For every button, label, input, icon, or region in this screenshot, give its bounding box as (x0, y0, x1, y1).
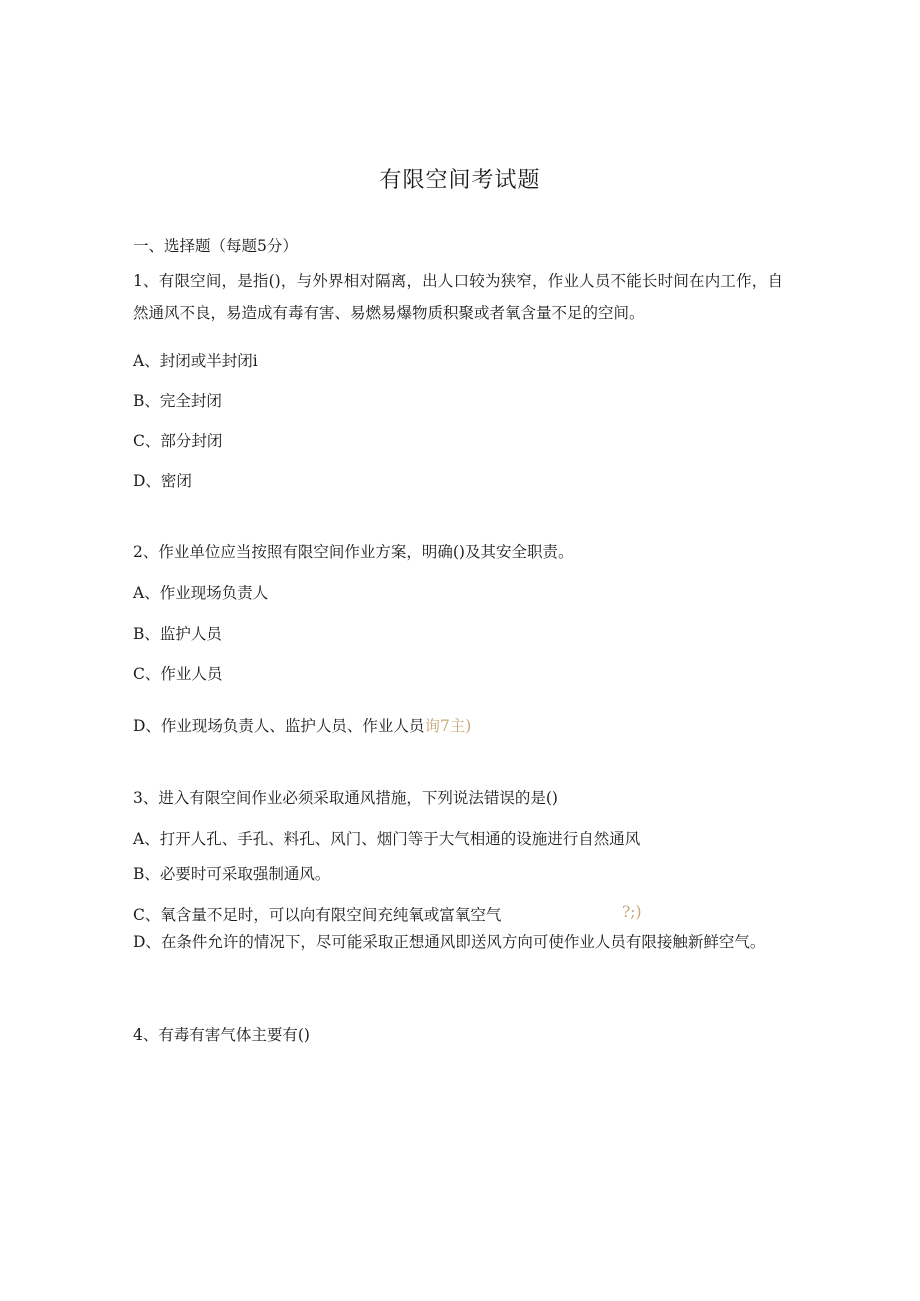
question-3-option-d: D、在条件允许的情况下，尽可能采取正想通风即送风方向可使作业人员有限接触新鲜空气。 (133, 933, 766, 951)
question-2-option-b: B、监护人员 (133, 625, 222, 643)
question-1-option-a: A、封闭或半封闭i (133, 352, 258, 370)
page-title: 有限空间考试题 (379, 168, 541, 193)
question-3-option-a: A、打开人孔、手孔、料孔、风门、烟门等于大气相通的设施进行自然通风 (133, 830, 641, 848)
question-2-option-c: C、作业人员 (133, 665, 223, 683)
question-4-stem: 4、有毒有害气体主要有() (133, 1026, 310, 1044)
question-2-stem: 2、作业单位应当按照有限空间作业方案，明确()及其安全职责。 (133, 543, 574, 561)
question-2-option-a: A、作业现场负责人 (133, 584, 269, 602)
question-1-stem: 1、有限空间，是指()，与外界相对隔离，出人口较为狭窄，作业人员不能长时间在内工作，自然通风不良，易造成有毒有害、易燃易爆物质积聚或者氧含量不足的空间。 (133, 272, 783, 322)
question-3-annotation: ?;) (622, 903, 642, 921)
question-3-option-b: B、必要时可采取强制通风。 (133, 865, 331, 883)
question-1-option-c: C、部分封闭 (133, 432, 223, 450)
question-2-option-d: D、作业现场负责人、监护人员、作业人员 (133, 717, 425, 735)
section-heading: 一、选择题（每题5分） (133, 237, 298, 255)
question-2-option-d-line (133, 714, 471, 736)
question-2-annotation: 询7主) (424, 717, 472, 735)
question-3-option-c: C、氧含量不足时，可以向有限空间充纯氧或富氧空气 (133, 906, 502, 924)
question-3-stem: 3、进入有限空间作业必须采取通风措施，下列说法错误的是() (133, 789, 558, 807)
question-1-option-d: D、密闭 (133, 472, 192, 490)
question-1-option-b: B、完全封闭 (133, 392, 222, 410)
